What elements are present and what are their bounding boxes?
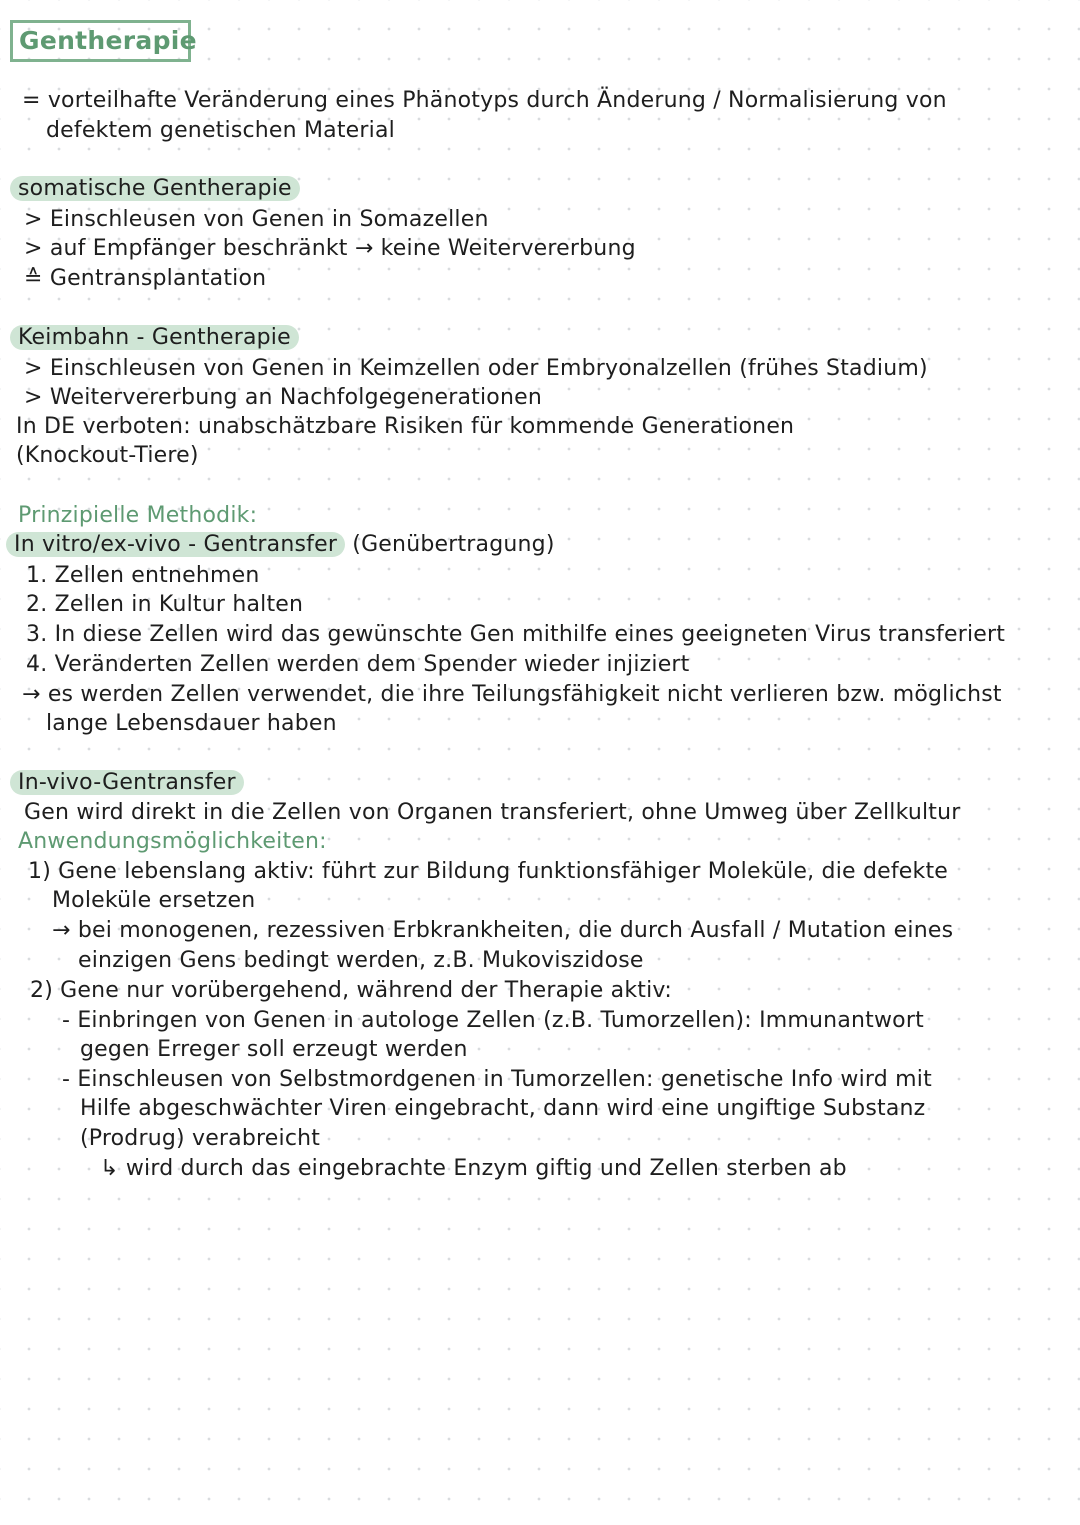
germline-item: In DE verboten: unabschätzbare Risiken für kommende Generationen [16, 414, 795, 439]
page-title: Gentherapie [10, 20, 191, 62]
germline-heading-row [18, 323, 299, 353]
germline-item: > Weitervererbung an Nachfolgegenerationen [24, 385, 542, 410]
application-line: 2) Gene nur vorübergehend, während der Therapie aktiv: [30, 978, 673, 1003]
application-line: gegen Erreger soll erzeugt werden [80, 1037, 468, 1062]
definition-line-1: = vorteilhafte Veränderung eines Phänotyps durch Änderung / Normalisierung von [22, 88, 947, 113]
definition-line-2: defektem genetischen Material [46, 118, 395, 143]
somatic-heading: somatische Gentherapie [10, 176, 300, 201]
application-line: → bei monogenen, rezessiven Erbkrankheiten, die durch Ausfall / Mutation eines [52, 918, 954, 943]
applications-heading: Anwendungsmöglichkeiten: [18, 829, 327, 854]
method-note-2: lange Lebensdauer haben [46, 711, 337, 736]
method-note-1: → es werden Zellen verwendet, die ihre Teilungsfähigkeit nicht verlieren bzw. möglichst [22, 682, 1002, 707]
invitro-suffix: (Genübertragung) [352, 532, 555, 557]
germline-heading: Keimbahn - Gentherapie [10, 325, 299, 350]
invitro-heading: In vitro/ex-vivo - Gentransfer [6, 532, 345, 557]
method-step: 1. Zellen entnehmen [26, 563, 260, 588]
application-line: Moleküle ersetzen [52, 888, 256, 913]
somatic-heading-row [18, 174, 300, 204]
application-line: ↳ wird durch das eingebrachte Enzym giftig und Zellen sterben ab [100, 1156, 847, 1181]
method-step: 3. In diese Zellen wird das gewünschte Gen mithilfe eines geeigneten Virus transferiert [26, 622, 1006, 647]
invivo-heading-row [18, 768, 244, 798]
somatic-item: > auf Empfänger beschränkt → keine Weitervererbung [24, 236, 636, 261]
method-step: 2. Zellen in Kultur halten [26, 592, 304, 617]
application-line: - Einschleusen von Selbstmordgenen in Tumorzellen: genetische Info wird mit [62, 1067, 932, 1092]
germline-item: (Knockout-Tiere) [16, 443, 199, 468]
application-line: - Einbringen von Genen in autologe Zellen (z.B. Tumorzellen): Immunantwort [62, 1008, 924, 1033]
germline-item: > Einschleusen von Genen in Keimzellen oder Embryonalzellen (frühes Stadium) [24, 356, 928, 381]
method-heading: Prinzipielle Methodik: [18, 503, 258, 528]
application-line: (Prodrug) verabreicht [80, 1126, 321, 1151]
somatic-item: ≙ Gentransplantation [24, 266, 267, 291]
application-line: 1) Gene lebenslang aktiv: führt zur Bildung funktionsfähiger Moleküle, die defekte [28, 859, 949, 884]
invivo-text: Gen wird direkt in die Zellen von Organen transferiert, ohne Umweg über Zellkultur [24, 800, 961, 825]
invivo-heading: In-vivo-Gentransfer [10, 770, 244, 795]
invitro-heading-row [14, 530, 555, 560]
application-line: einzigen Gens bedingt werden, z.B. Mukoviszidose [78, 948, 644, 973]
method-step: 4. Veränderten Zellen werden dem Spender wieder injiziert [26, 652, 690, 677]
application-line: Hilfe abgeschwächter Viren eingebracht, dann wird eine ungiftige Substanz [80, 1096, 926, 1121]
somatic-item: > Einschleusen von Genen in Somazellen [24, 207, 489, 232]
